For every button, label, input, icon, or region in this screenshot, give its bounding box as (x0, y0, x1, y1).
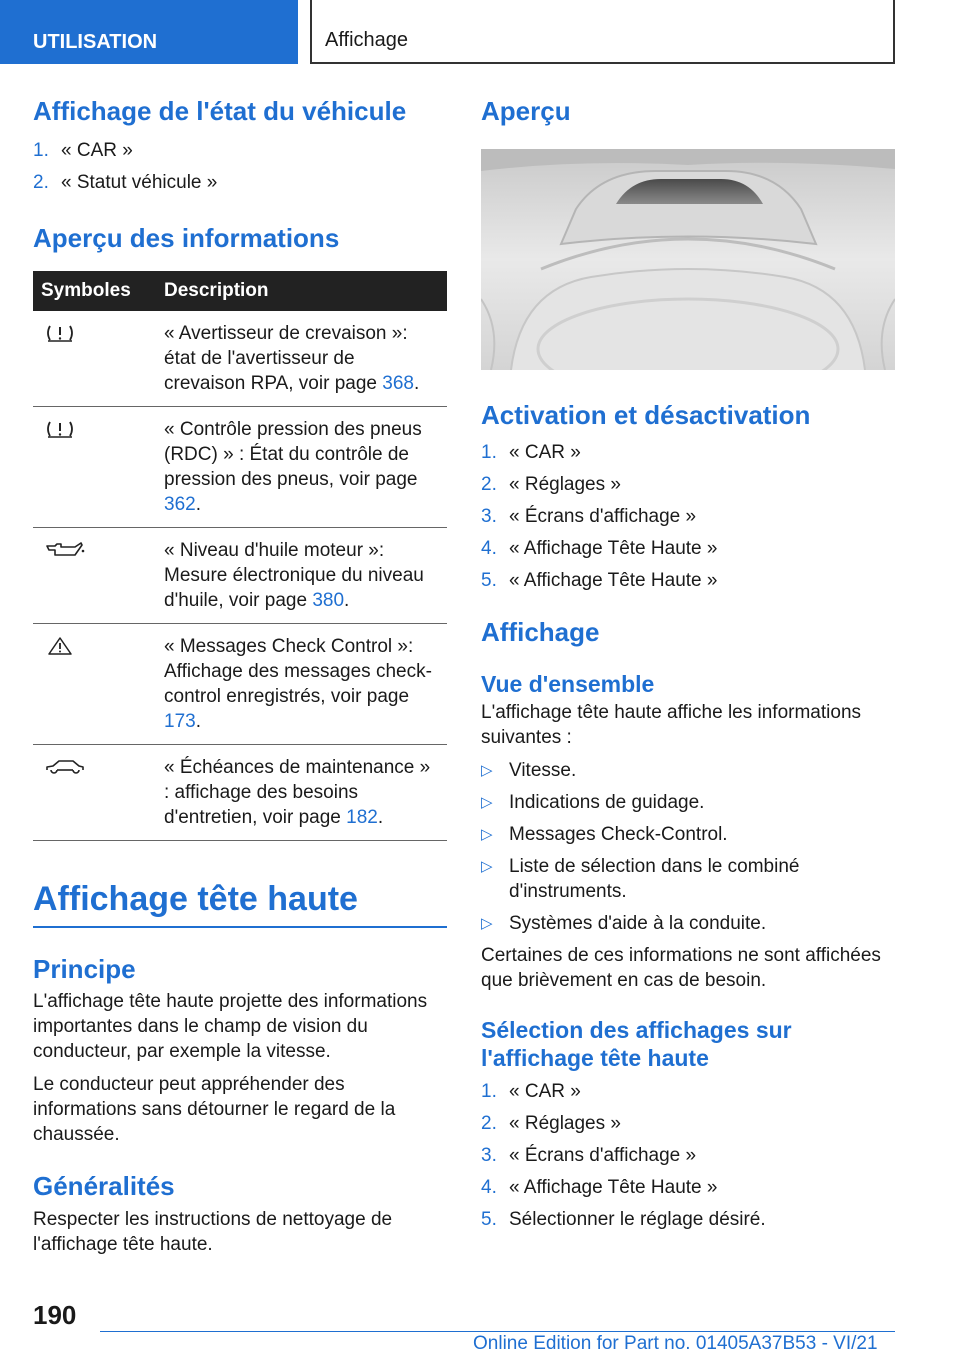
page-link[interactable]: 368 (382, 373, 414, 395)
table-row: « Contrôle pression des pneus (RDC) » : État du contrôle de pression des pneus, voir page 362. (33, 407, 447, 528)
info-overview-heading: Aperçu des informations (33, 223, 340, 254)
principle-heading: Principe (33, 954, 136, 985)
triangle-bullet-icon: ▷ (481, 915, 493, 933)
list-item: 4. « Affichage Tête Haute » (481, 1177, 718, 1199)
triangle-bullet-icon: ▷ (481, 762, 493, 780)
section-tab: UTILISATION (0, 0, 298, 64)
col-symbols: Symboles (33, 271, 156, 311)
vehicle-status-steps (33, 135, 447, 199)
triangle-bullet-icon: ▷ (481, 794, 493, 812)
selection-steps (481, 1076, 895, 1236)
left-column (33, 96, 447, 1257)
page-link[interactable]: 182 (346, 807, 378, 829)
list-item: 2. « Réglages » (481, 474, 621, 496)
list-item: 2. « Statut véhicule » (33, 172, 218, 194)
footer-rule (100, 1331, 895, 1332)
activation-heading: Activation et désactivation (481, 400, 811, 431)
display-intro: L'affichage tête haute affiche les informations suivantes : (481, 702, 862, 749)
oil-can-icon (45, 540, 85, 560)
list-item: 4. « Affichage Tête Haute » (481, 538, 718, 560)
page-number: 190 (33, 1300, 77, 1330)
general-heading: Généralités (33, 1171, 175, 1202)
warning-triangle-icon (45, 636, 75, 656)
list-item: 1. « CAR » (481, 442, 581, 464)
general-text: Respecter les instructions de nettoyage de l'affichage tête haute. (33, 1208, 393, 1255)
list-item: 3. « Écrans d'affichage » (481, 1145, 697, 1167)
display-bullets (481, 758, 895, 936)
right-column (481, 96, 895, 1236)
table-row: « Niveau d'huile moteur »: Mesure électronique du niveau d'huile, voir page 380. (33, 528, 447, 624)
table-row: « Avertisseur de crevaison »: état de l'avertisseur de crevaison RPA, voir page 368. (33, 311, 447, 407)
display-heading: Affichage (481, 617, 600, 648)
hud-photo-illustration (481, 149, 895, 370)
selection-heading: Sélection des affichages sur l'affichage tête haute (481, 1017, 792, 1071)
list-item: 5. « Affichage Tête Haute » (481, 570, 718, 592)
list-item: ▷ Systèmes d'aide à la conduite. (481, 913, 767, 935)
edition-text: Online Edition for Part no. 01405A37B53 - VI/21 (473, 1333, 878, 1354)
triangle-bullet-icon: ▷ (481, 826, 493, 844)
list-item: ▷ Liste de sélection dans le combiné d'instruments. (481, 856, 800, 903)
vehicle-status-heading: Affichage de l'état du véhicule (33, 96, 407, 126)
heading-rule (33, 926, 447, 928)
symbols-table (33, 271, 447, 841)
table-row: « Messages Check Control »: Affichage des messages check-control enregistrés, voir page 173. (33, 624, 447, 745)
tire-warning-icon (45, 323, 75, 343)
table-row: « Échéances de maintenance » : affichage des besoins d'entretien, voir page 182. (33, 745, 447, 841)
list-item: 5. Sélectionner le réglage désiré. (481, 1209, 766, 1231)
list-item: ▷ Indications de guidage. (481, 792, 705, 814)
principle-text-1: L'affichage tête haute projette des informations importantes dans le champ de vision du conducteur, par exemple la vitesse. (33, 991, 428, 1063)
list-item: 2. « Réglages » (481, 1113, 621, 1135)
list-item: ▷ Vitesse. (481, 760, 577, 782)
list-item: 1. « CAR » (481, 1081, 581, 1103)
activation-steps (481, 437, 895, 597)
page-link[interactable]: 362 (164, 494, 196, 516)
principle-text-2: Le conducteur peut appréhender des informations sans détourner le regard de la chaussée. (33, 1074, 396, 1146)
list-item: ▷ Messages Check-Control. (481, 824, 728, 846)
display-note: Certaines de ces informations ne sont affichées que brièvement en cas de besoin. (481, 945, 881, 992)
page-link[interactable]: 380 (312, 590, 345, 612)
chapter-title: Affichage (325, 29, 409, 51)
tire-pressure-icon (45, 419, 75, 439)
hud-photo (481, 149, 895, 370)
overview-subheading: Vue d'ensemble (481, 670, 655, 697)
triangle-bullet-icon: ▷ (481, 858, 493, 876)
page-link[interactable]: 173 (164, 711, 196, 733)
car-service-icon (45, 757, 85, 777)
hud-heading: Affichage tête haute (33, 880, 358, 919)
list-item: 3. « Écrans d'affichage » (481, 506, 697, 528)
col-description: Description (156, 271, 447, 311)
list-item: 1. « CAR » (33, 140, 133, 162)
overview-heading: Aperçu (481, 96, 571, 126)
